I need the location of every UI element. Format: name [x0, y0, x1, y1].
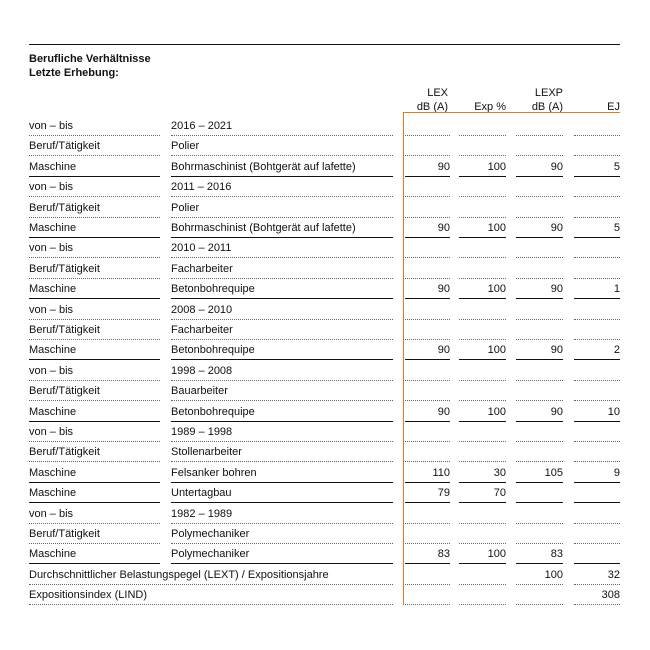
- row-value: Polier: [171, 140, 393, 156]
- ej-cell: 5: [574, 222, 620, 238]
- table-row: [0, 424, 650, 444]
- ej-cell: [574, 324, 620, 340]
- row-value: 1989 – 1998: [171, 426, 393, 442]
- exp-cell: [459, 263, 506, 279]
- row-label: Beruf/Tätigkeit: [29, 202, 160, 218]
- row-label: Maschine: [29, 487, 160, 503]
- lexp-cell: 105: [516, 467, 563, 483]
- ej-cell: 32: [574, 569, 620, 585]
- ej-cell: [574, 140, 620, 156]
- lexp-cell: [516, 446, 563, 462]
- section-subtitle: Letzte Erhebung:: [29, 67, 119, 79]
- lex-cell: 83: [405, 548, 450, 564]
- ej-cell: [574, 181, 620, 197]
- col-exp-header: Exp %: [474, 101, 506, 113]
- row-value: 2010 – 2011: [171, 242, 393, 258]
- row-label: Beruf/Tätigkeit: [29, 528, 160, 544]
- ej-cell: [574, 242, 620, 258]
- row-value: Betonbohrequipe: [171, 344, 393, 360]
- row-value: 2011 – 2016: [171, 181, 393, 197]
- exp-cell: [459, 589, 506, 605]
- row-value: Polier: [171, 202, 393, 218]
- exp-cell: 70: [459, 487, 506, 503]
- table-row: [0, 302, 650, 322]
- exp-cell: [459, 426, 506, 442]
- lex-cell: 90: [405, 222, 450, 238]
- ej-cell: 9: [574, 467, 620, 483]
- table-row: [0, 526, 650, 546]
- summary-label: Expositionsindex (LIND): [29, 589, 393, 605]
- summary-row: [0, 587, 650, 607]
- lexp-cell: [516, 385, 563, 401]
- row-label: Maschine: [29, 161, 160, 177]
- col-lexp-line2: dB (A): [531, 101, 563, 113]
- ej-cell: 5: [574, 161, 620, 177]
- exp-cell: 100: [459, 406, 506, 422]
- lex-cell: [405, 385, 450, 401]
- row-label: Beruf/Tätigkeit: [29, 446, 160, 462]
- lexp-cell: [516, 589, 563, 605]
- exp-cell: [459, 120, 506, 136]
- row-value: Bohrmaschinist (Bohtgerät auf lafette): [171, 222, 393, 238]
- lex-cell: 90: [405, 406, 450, 422]
- exp-cell: [459, 508, 506, 524]
- lex-cell: 90: [405, 161, 450, 177]
- row-value: Betonbohrequipe: [171, 283, 393, 299]
- row-value: Untertagbau: [171, 487, 393, 503]
- lex-cell: [405, 140, 450, 156]
- row-value: 1998 – 2008: [171, 365, 393, 381]
- row-value: 1982 – 1989: [171, 508, 393, 524]
- lexp-cell: [516, 324, 563, 340]
- exp-cell: 100: [459, 283, 506, 299]
- lexp-cell: [516, 304, 563, 320]
- ej-cell: 2: [574, 344, 620, 360]
- table-row: [0, 546, 650, 566]
- ej-cell: 1: [574, 283, 620, 299]
- table-row: [0, 465, 650, 485]
- row-value: Bauarbeiter: [171, 385, 393, 401]
- exp-cell: [459, 304, 506, 320]
- header-accent-rule: [403, 112, 620, 113]
- ej-cell: 308: [574, 589, 620, 605]
- ej-cell: [574, 304, 620, 320]
- lexp-cell: 90: [516, 222, 563, 238]
- row-label: von – bis: [29, 365, 160, 381]
- lex-cell: [405, 263, 450, 279]
- lexp-cell: [516, 242, 563, 258]
- exp-cell: [459, 569, 506, 585]
- row-label: Maschine: [29, 406, 160, 422]
- exp-cell: [459, 242, 506, 258]
- col-ej-header: EJ: [607, 101, 620, 113]
- table-row: [0, 200, 650, 220]
- ej-cell: [574, 385, 620, 401]
- ej-cell: [574, 548, 620, 564]
- col-lex-line1: LEX: [427, 87, 448, 99]
- row-label: Beruf/Tätigkeit: [29, 324, 160, 340]
- row-value: 2016 – 2021: [171, 120, 393, 136]
- exp-cell: 30: [459, 467, 506, 483]
- table-row: [0, 485, 650, 505]
- lex-cell: [405, 365, 450, 381]
- lexp-cell: [516, 181, 563, 197]
- row-value: Facharbeiter: [171, 263, 393, 279]
- row-label: Beruf/Tätigkeit: [29, 385, 160, 401]
- exp-cell: [459, 446, 506, 462]
- lex-cell: [405, 528, 450, 544]
- lexp-cell: 100: [516, 569, 563, 585]
- exp-cell: [459, 140, 506, 156]
- table-row: [0, 383, 650, 403]
- lexp-cell: [516, 202, 563, 218]
- lexp-cell: 90: [516, 283, 563, 299]
- table-row: [0, 118, 650, 138]
- lexp-cell: 83: [516, 548, 563, 564]
- row-value: Betonbohrequipe: [171, 406, 393, 422]
- table-row: [0, 138, 650, 158]
- row-value: 2008 – 2010: [171, 304, 393, 320]
- row-value: Felsanker bohren: [171, 467, 393, 483]
- row-value: Stollenarbeiter: [171, 446, 393, 462]
- ej-cell: [574, 487, 620, 503]
- table-row: [0, 261, 650, 281]
- ej-cell: [574, 365, 620, 381]
- lexp-cell: [516, 487, 563, 503]
- row-value: Facharbeiter: [171, 324, 393, 340]
- ej-cell: [574, 446, 620, 462]
- table-row: [0, 322, 650, 342]
- lex-cell: [405, 426, 450, 442]
- table-row: [0, 404, 650, 424]
- ej-cell: 10: [574, 406, 620, 422]
- exp-cell: 100: [459, 222, 506, 238]
- lex-cell: [405, 242, 450, 258]
- exp-cell: 100: [459, 344, 506, 360]
- col-lexp-line1: LEXP: [534, 87, 563, 99]
- lex-cell: [405, 324, 450, 340]
- row-value: Bohrmaschinist (Bohtgerät auf lafette): [171, 161, 393, 177]
- lex-cell: 79: [405, 487, 450, 503]
- row-label: von – bis: [29, 508, 160, 524]
- table-row: [0, 179, 650, 199]
- exp-cell: 100: [459, 548, 506, 564]
- row-label: Maschine: [29, 548, 160, 564]
- exp-cell: [459, 528, 506, 544]
- row-label: Beruf/Tätigkeit: [29, 263, 160, 279]
- table-row: [0, 281, 650, 301]
- lex-cell: [405, 446, 450, 462]
- column-divider: [403, 112, 404, 605]
- lex-cell: [405, 589, 450, 605]
- lexp-cell: [516, 508, 563, 524]
- row-label: von – bis: [29, 426, 160, 442]
- ej-cell: [574, 528, 620, 544]
- lexp-cell: [516, 528, 563, 544]
- col-lex-line2: dB (A): [416, 101, 448, 113]
- lexp-cell: [516, 120, 563, 136]
- lexp-cell: 90: [516, 344, 563, 360]
- row-label: von – bis: [29, 181, 160, 197]
- lex-cell: [405, 120, 450, 136]
- row-label: Maschine: [29, 467, 160, 483]
- ej-cell: [574, 120, 620, 136]
- table-row: [0, 342, 650, 362]
- lexp-cell: [516, 426, 563, 442]
- table-row: [0, 240, 650, 260]
- lex-cell: [405, 202, 450, 218]
- row-label: Maschine: [29, 222, 160, 238]
- lex-cell: 90: [405, 283, 450, 299]
- ej-cell: [574, 508, 620, 524]
- exp-cell: 100: [459, 161, 506, 177]
- row-value: Polymechaniker: [171, 528, 393, 544]
- row-label: Maschine: [29, 283, 160, 299]
- exp-cell: [459, 181, 506, 197]
- exp-cell: [459, 324, 506, 340]
- header-rule: [29, 44, 620, 45]
- lex-cell: [405, 569, 450, 585]
- lex-cell: [405, 181, 450, 197]
- row-label: von – bis: [29, 304, 160, 320]
- col-lexp-header: [516, 86, 563, 114]
- row-label: von – bis: [29, 120, 160, 136]
- row-label: von – bis: [29, 242, 160, 258]
- exp-cell: [459, 365, 506, 381]
- summary-label: Durchschnittlicher Belastungspegel (LEXT) / Expositionsjahre: [29, 569, 393, 585]
- table-row: [0, 159, 650, 179]
- lexp-cell: [516, 365, 563, 381]
- section-title: Berufliche Verhältnisse: [29, 53, 151, 65]
- lex-cell: 90: [405, 344, 450, 360]
- row-label: Beruf/Tätigkeit: [29, 140, 160, 156]
- lexp-cell: 90: [516, 406, 563, 422]
- row-label: Maschine: [29, 344, 160, 360]
- row-value: Polymechaniker: [171, 548, 393, 564]
- lexp-cell: [516, 140, 563, 156]
- exp-cell: [459, 385, 506, 401]
- table-row: [0, 506, 650, 526]
- lex-cell: [405, 304, 450, 320]
- table-row: [0, 220, 650, 240]
- ej-cell: [574, 202, 620, 218]
- exp-cell: [459, 202, 506, 218]
- lex-cell: [405, 508, 450, 524]
- col-lex-header: [405, 86, 448, 114]
- lexp-cell: 90: [516, 161, 563, 177]
- summary-row: [0, 567, 650, 587]
- lexp-cell: [516, 263, 563, 279]
- table-row: [0, 363, 650, 383]
- lex-cell: 110: [405, 467, 450, 483]
- table-row: [0, 444, 650, 464]
- ej-cell: [574, 426, 620, 442]
- ej-cell: [574, 263, 620, 279]
